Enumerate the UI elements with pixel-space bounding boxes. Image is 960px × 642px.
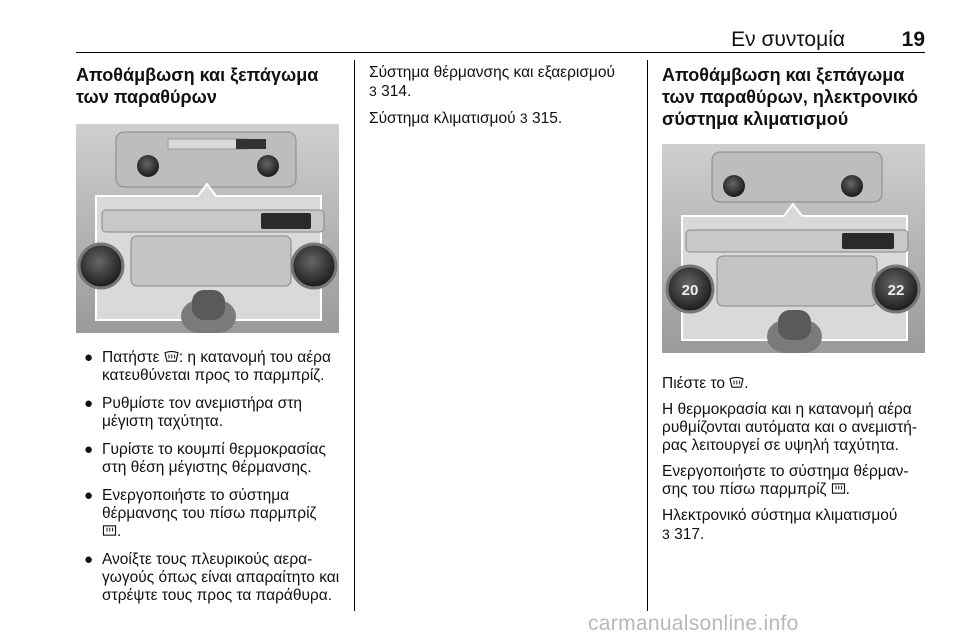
page-reference-icon: 3: [369, 83, 377, 99]
column-1: [76, 64, 342, 615]
column-divider-2: [647, 60, 648, 611]
reference-paragraph: Σύστημα θέρμανσης και εξαερισμού 3 314.: [369, 64, 615, 100]
page-header: [76, 28, 925, 52]
page-reference-icon: 3: [519, 110, 528, 126]
page-number: 19: [901, 28, 925, 51]
rear-window-heating-icon: [102, 524, 117, 537]
column-3: [662, 64, 928, 552]
column-2: [369, 64, 635, 136]
section-heading-defog-electronic: Αποθάμβωση και ξεπάγωμα των παραθύρων, ηλεκτρονικό σύστημα κλιματισμού: [662, 65, 919, 129]
reference-paragraph: Σύστημα κλιματισμού 3 315.: [369, 110, 563, 127]
section-title: Εν συντομία: [731, 28, 845, 51]
windscreen-defrost-icon: [164, 350, 179, 363]
paragraph: Η θερμοκρασία και η κατανομή αέρα ρυθμίζονται αυτόματα και ο ανεμιστήρας λειτουργεί σε υψηλή ταχύτητα.: [662, 401, 917, 454]
rear-window-heating-icon: [831, 482, 846, 495]
paragraph: Ενεργοποιήστε το σύστημα θέρμανσης του πίσω παρμπρίζ .: [662, 463, 909, 498]
page-reference-icon: 3: [662, 526, 670, 542]
watermark: carmanualsonline.info: [588, 612, 799, 635]
paragraph: Ηλεκτρονικό σύστημα κλιματισμού 3 317.: [662, 507, 898, 543]
climate-control-panel-image: [76, 124, 339, 333]
list-item: ● Ρυθμίστε τον ανεμιστήρα στη μέγιστη ταχύτητα.: [84, 395, 302, 430]
left-temperature-display: 20: [681, 282, 699, 299]
right-temperature-display: 22: [887, 282, 905, 299]
electronic-climate-panel-image: [662, 144, 925, 353]
header-rule: [76, 52, 925, 53]
list-item: ● Πατήστε : η κατανομή του αέρα κατευθύνεται προς το παρμπρίζ.: [84, 349, 331, 384]
list-item: ● Ανοίξτε τους πλευρικούς αεραγωγούς όπως είναι απαραίτητο και στρέψτε τους προς τα παράθυρα.: [84, 551, 340, 604]
instruction-list: [76, 349, 342, 605]
list-item: ● Ενεργοποιήστε το σύστημα θέρμανσης του πίσω παρμπρίζ .: [84, 487, 317, 540]
paragraph: Πιέστε το .: [662, 375, 749, 392]
windscreen-defrost-icon: [729, 376, 744, 389]
list-item: ● Γυρίστε το κουμπί θερμοκρασίας στη θέση μέγιστης θέρμανσης.: [84, 441, 326, 476]
section-heading-defog: Αποθάμβωση και ξεπάγωμα των παραθύρων: [76, 65, 319, 107]
column-divider-1: [354, 60, 355, 611]
